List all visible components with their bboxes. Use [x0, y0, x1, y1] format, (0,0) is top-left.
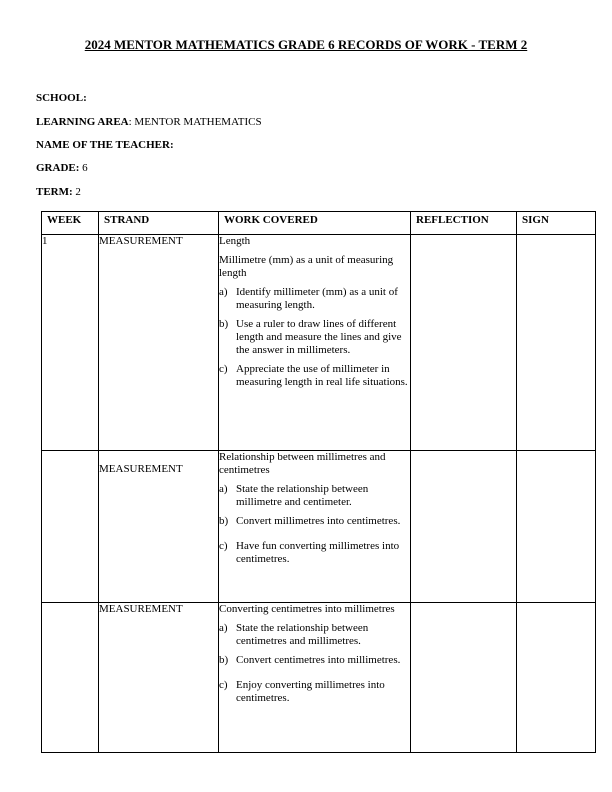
list-item	[219, 483, 410, 509]
table-row	[42, 235, 596, 451]
learning-area-field	[36, 116, 262, 128]
learning-area-label: LEARNING AREA	[36, 116, 129, 128]
work-heading: Length	[219, 235, 251, 247]
objectives-list	[219, 286, 410, 389]
sign-cell	[517, 451, 596, 603]
item-text: Convert centimetres into millimetres.	[236, 654, 401, 666]
work-heading: Relationship between millimetres and centimetres	[219, 451, 386, 476]
strand-cell: MEASUREMENT	[99, 451, 219, 603]
item-marker: c)	[219, 540, 228, 552]
work-covered-cell	[219, 603, 411, 753]
objectives-list	[219, 483, 410, 566]
school-field	[36, 92, 87, 104]
list-item	[219, 286, 410, 312]
list-item	[219, 622, 410, 648]
list-item	[219, 679, 410, 705]
grade-field	[36, 162, 88, 174]
term-value: 2	[72, 186, 81, 198]
item-marker: a)	[219, 622, 228, 634]
strand-cell: MEASUREMENT	[99, 235, 219, 451]
grade-value: 6	[79, 162, 88, 174]
item-text: Appreciate the use of millimeter in measuring length in real life situations.	[236, 363, 408, 388]
header-reflection: REFLECTION	[411, 212, 517, 235]
item-text: Enjoy converting millimetres into centimetres.	[236, 679, 385, 704]
week-cell	[42, 451, 99, 603]
list-item	[219, 540, 410, 566]
item-text: State the relationship between centimetres and millimetres.	[236, 622, 369, 647]
table-header-row	[42, 212, 596, 235]
item-marker: a)	[219, 483, 228, 495]
header-week: WEEK	[42, 212, 99, 235]
reflection-cell	[411, 235, 517, 451]
work-heading: Converting centimetres into millimetres	[219, 603, 395, 615]
table-row	[42, 451, 596, 603]
list-item	[219, 363, 410, 389]
work-covered-cell	[219, 451, 411, 603]
school-label: SCHOOL:	[36, 92, 87, 104]
reflection-cell	[411, 451, 517, 603]
strand-cell: MEASUREMENT	[99, 603, 219, 753]
header-sign: SIGN	[517, 212, 596, 235]
item-marker: c)	[219, 679, 228, 691]
header-strand: STRAND	[99, 212, 219, 235]
list-item	[219, 654, 410, 667]
reflection-cell	[411, 603, 517, 753]
list-item	[219, 515, 410, 528]
list-item	[219, 318, 410, 357]
term-field	[36, 186, 81, 198]
item-marker: c)	[219, 363, 228, 375]
teacher-field	[36, 139, 174, 151]
week-cell	[42, 603, 99, 753]
teacher-label: NAME OF THE TEACHER:	[36, 139, 174, 151]
sign-cell	[517, 603, 596, 753]
item-text: State the relationship between millimetre and centimeter.	[236, 483, 369, 508]
sign-cell	[517, 235, 596, 451]
item-text: Convert millimetres into centimetres.	[236, 515, 401, 527]
document-title: 2024 MENTOR MATHEMATICS GRADE 6 RECORDS OF WORK - TERM 2	[84, 37, 528, 52]
records-table	[41, 211, 596, 753]
objectives-list	[219, 622, 410, 705]
item-text: Use a ruler to draw lines of different length and measure the lines and give the answer in millimeters.	[236, 318, 402, 356]
item-marker: a)	[219, 286, 228, 298]
term-label: TERM:	[36, 186, 73, 198]
grade-label: GRADE:	[36, 162, 80, 174]
week-cell: 1	[42, 235, 99, 451]
header-work-covered: WORK COVERED	[219, 212, 411, 235]
work-covered-cell	[219, 235, 411, 451]
item-text: Identify millimeter (mm) as a unit of measuring length.	[236, 286, 398, 311]
item-marker: b)	[219, 318, 229, 330]
item-marker: b)	[219, 515, 229, 527]
table-row	[42, 603, 596, 753]
item-marker: b)	[219, 654, 229, 666]
item-text: Have fun converting millimetres into centimetres.	[236, 540, 400, 565]
work-subheading: Millimetre (mm) as a unit of measuring length	[219, 254, 394, 279]
learning-area-value: : MENTOR MATHEMATICS	[128, 116, 262, 128]
